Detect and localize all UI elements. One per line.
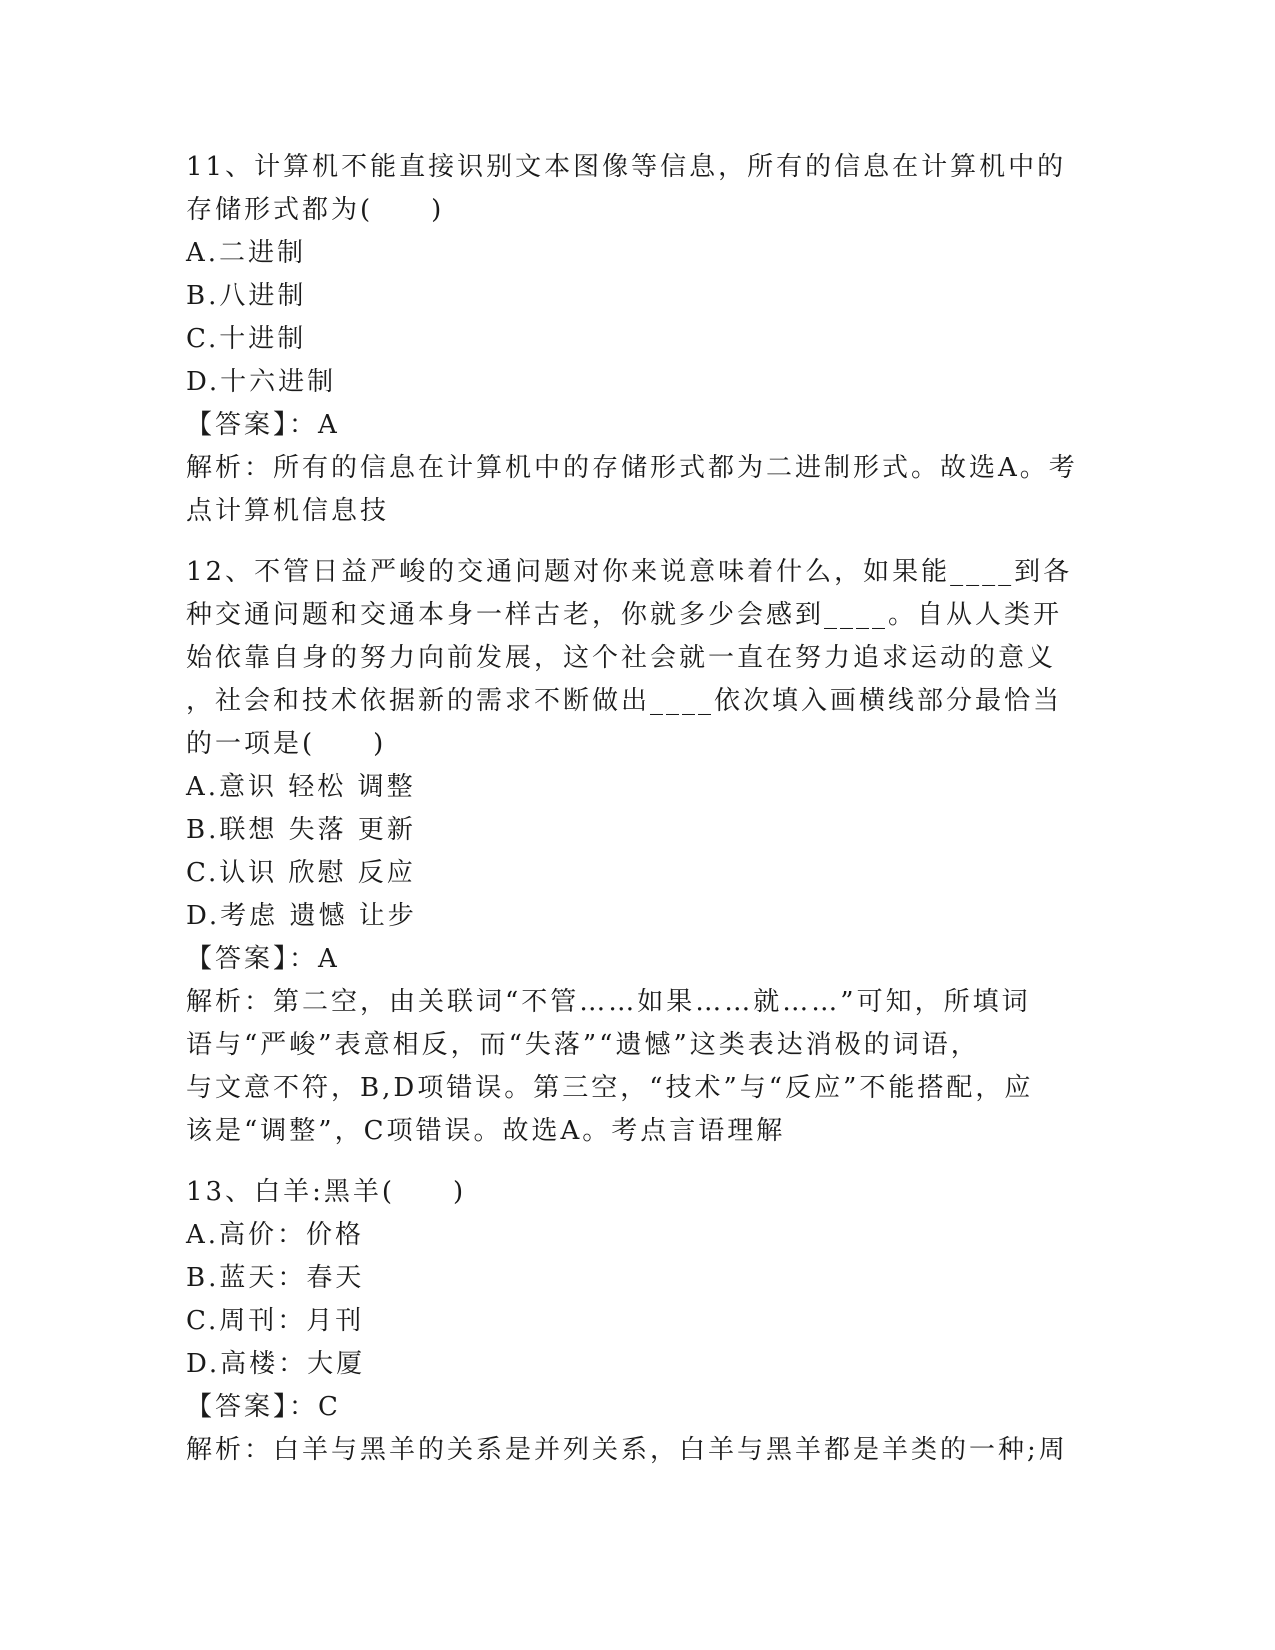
analysis-line: 与文意不符，B,D项错误。第三空，“技术”与“反应”不能搭配，应 [186,1073,1034,1103]
analysis-line: 解析：白羊与黑羊的关系是并列关系，白羊与黑羊都是羊类的一种;周 [186,1435,1068,1465]
analysis-line: 该是“调整”，C项错误。故选A。考点言语理解 [186,1116,786,1146]
question-stem-line: ，社会和技术依据新的需求不断做出____依次填入画横线部分最恰当 [186,686,1063,716]
question-stem-line: 种交通问题和交通本身一样古老，你就多少会感到____。自从人类开 [186,600,1063,630]
question-13 [186,1171,1086,1472]
question-12 [186,551,1086,1153]
answer-label: 【答案】：A [186,944,340,974]
question-stem-line: 13、白羊:黑羊( ) [186,1177,467,1207]
option-d: D.十六进制 [186,367,337,397]
option-c: C.十进制 [186,324,307,354]
option-d: D.高楼：大厦 [186,1349,366,1379]
document-content [186,146,1086,1472]
option-a: A.意识 轻松 调整 [186,772,416,802]
question-11 [186,146,1086,533]
question-stem-line: 11、计算机不能直接识别文本图像等信息，所有的信息在计算机中的 [186,152,1067,182]
question-stem-line: 的一项是( ) [186,729,387,759]
analysis-line: 解析：所有的信息在计算机中的存储形式都为二进制形式。故选A。考 [186,453,1078,483]
analysis-line: 解析：第二空，由关联词“不管……如果……就……”可知，所填词 [186,987,1031,1017]
analysis-line: 点计算机信息技 [186,496,390,526]
option-d: D.考虑 遗憾 让步 [186,901,417,931]
question-stem-line: 存储形式都为( ) [186,195,445,225]
question-stem-line: 12、不管日益严峻的交通问题对你来说意味着什么，如果能____到各 [186,557,1073,587]
answer-label: 【答案】：A [186,410,340,440]
option-c: C.周刊：月刊 [186,1306,365,1336]
option-b: B.联想 失落 更新 [186,815,416,845]
option-a: A.高价：价格 [186,1220,365,1250]
option-b: B.蓝天：春天 [186,1263,365,1293]
analysis-line: 语与“严峻”表意相反，而“失落”“遗憾”这类表达消极的词语， [186,1030,980,1060]
answer-label: 【答案】：C [186,1392,341,1422]
question-stem-line: 始依靠自身的努力向前发展，这个社会就一直在努力追求运动的意义 [186,643,1057,673]
option-a: A.二进制 [186,238,307,268]
option-b: B.八进制 [186,281,307,311]
option-c: C.认识 欣慰 反应 [186,858,416,888]
